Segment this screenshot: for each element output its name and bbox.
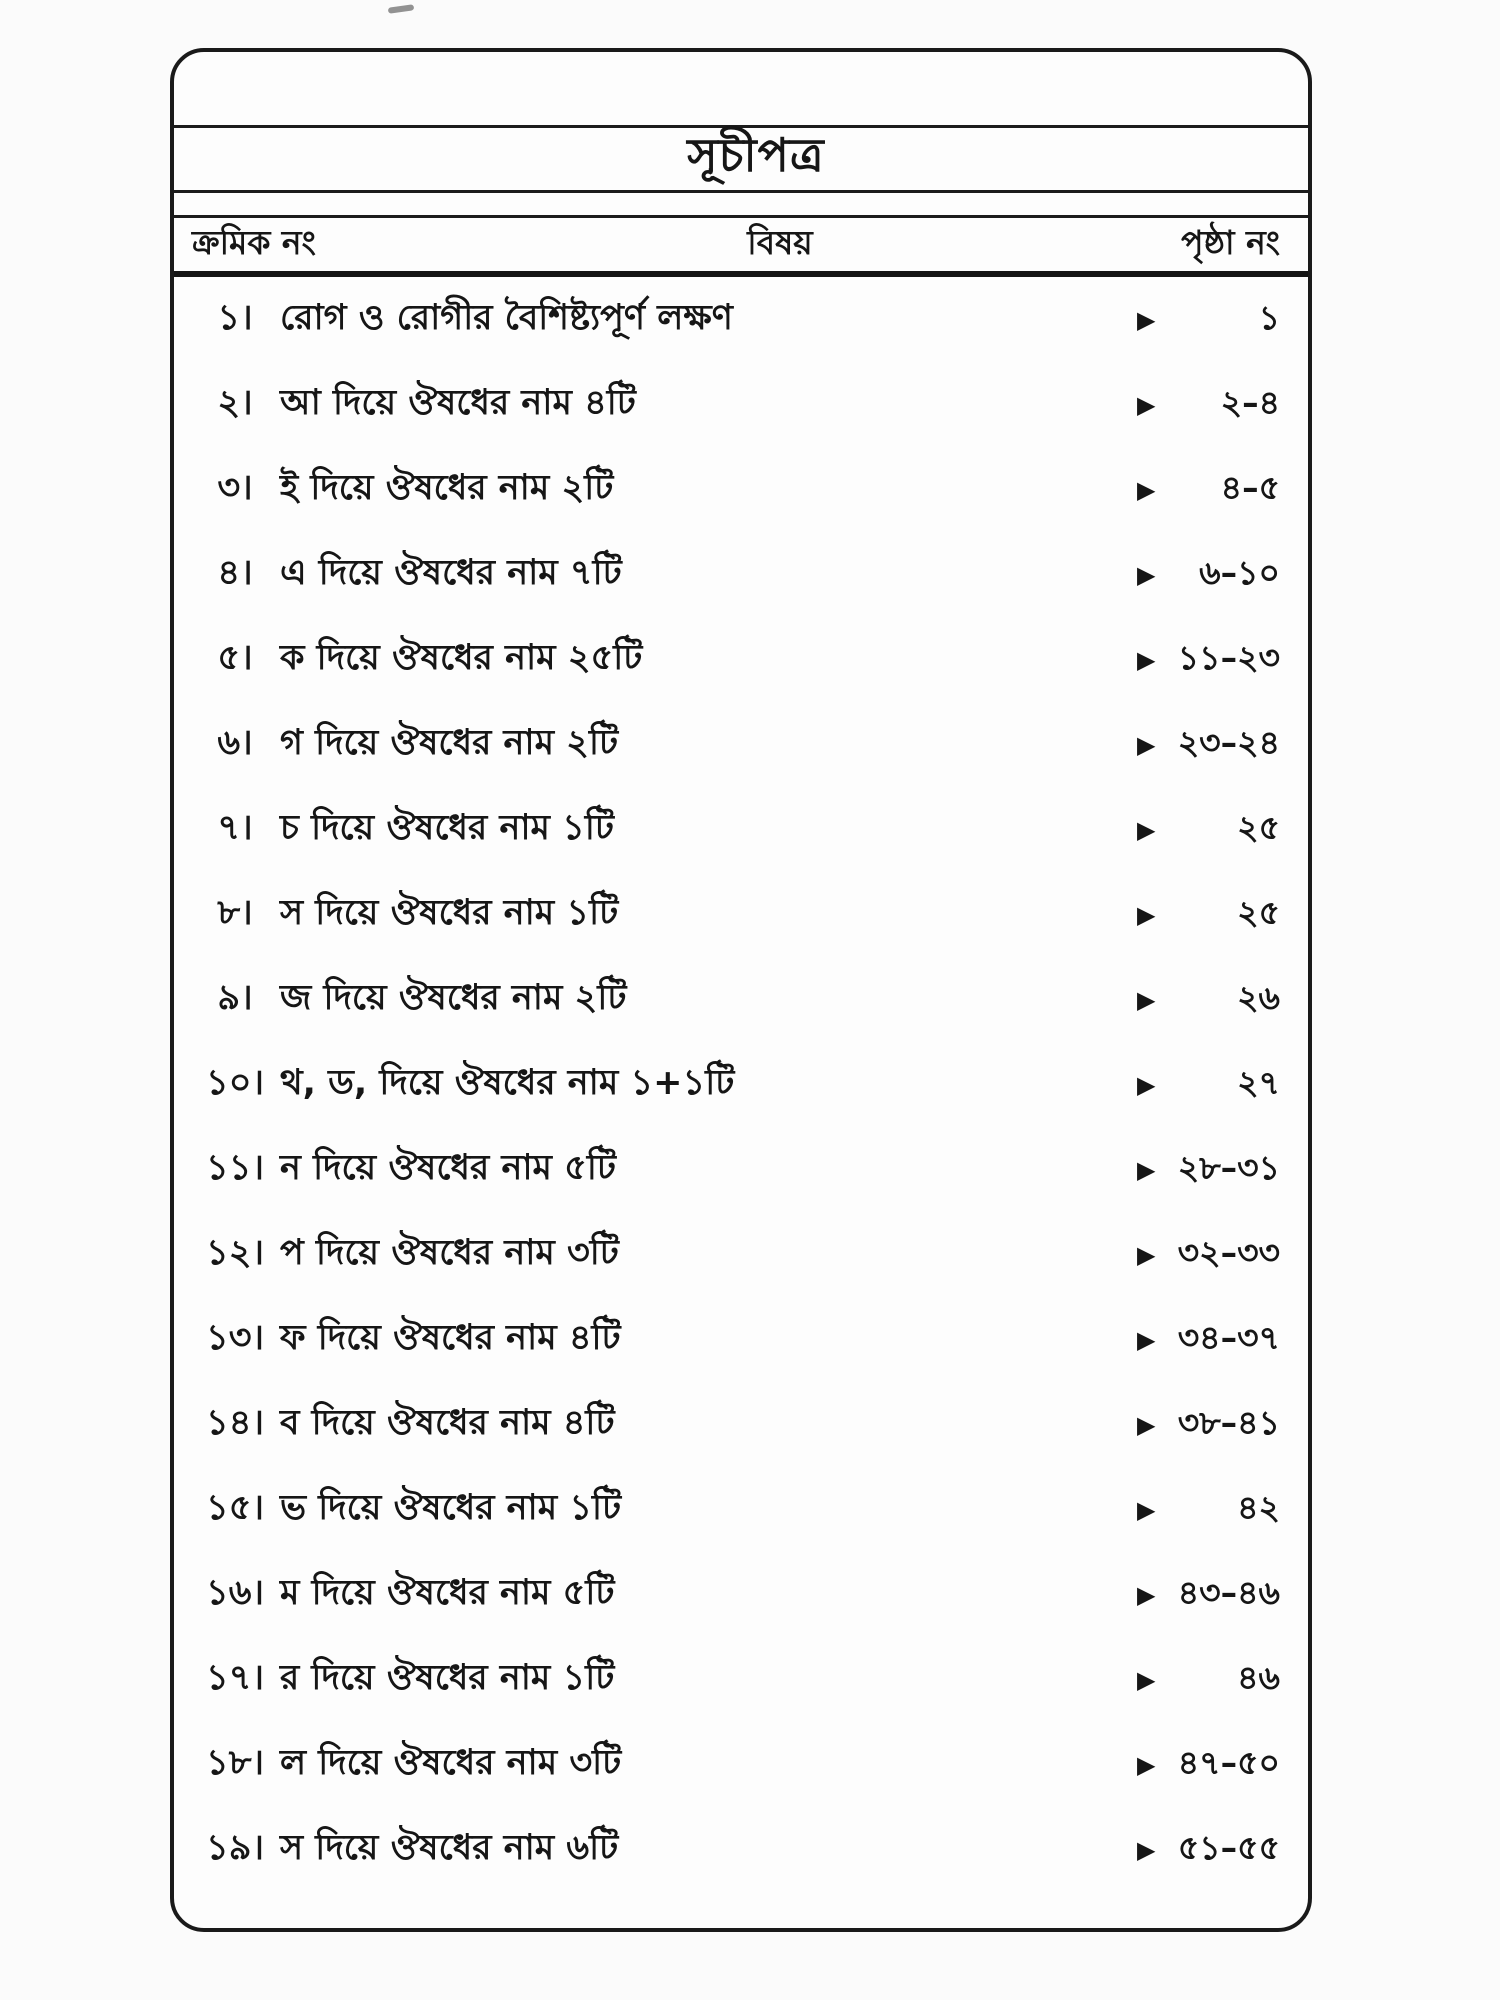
row-pages-cell <box>1137 972 1308 1028</box>
row-pages-cell <box>1137 1737 1308 1793</box>
toc-row <box>174 1807 1308 1892</box>
row-page-number: ১১–২৩ <box>1177 637 1280 677</box>
row-subject: ক দিয়ে ঔষধের নাম ২৫টি <box>280 638 643 678</box>
arrow-right-icon: ▶ <box>1137 1410 1156 1439</box>
page-title: সূচীপত্র <box>687 128 825 182</box>
row-serial-no: ১৩। <box>206 1318 264 1358</box>
arrow-right-icon: ▶ <box>1137 1835 1156 1864</box>
row-serial-no: ১৮। <box>206 1743 264 1783</box>
header-subject: বিষয় <box>747 222 813 262</box>
table-header <box>174 218 1308 271</box>
row-subject: থ, ড, দিয়ে ঔষধের নাম ১+১টি <box>280 1063 735 1103</box>
toc-row <box>174 277 1308 362</box>
toc-row <box>174 1467 1308 1552</box>
row-pages-cell <box>1137 1057 1308 1113</box>
row-pages-cell <box>1137 1227 1308 1283</box>
row-subject: ম দিয়ে ঔষধের নাম ৫টি <box>280 1573 615 1613</box>
toc-row <box>174 1297 1308 1382</box>
arrow-right-icon: ▶ <box>1137 730 1156 759</box>
row-subject: আ দিয়ে ঔষধের নাম ৪টি <box>280 383 636 423</box>
row-pages-cell <box>1137 1397 1308 1453</box>
row-page-number: ৪৬ <box>1237 1657 1280 1697</box>
arrow-right-icon: ▶ <box>1137 1155 1156 1184</box>
toc-frame <box>170 48 1312 1932</box>
row-subject: জ দিয়ে ঔষধের নাম ২টি <box>280 978 627 1018</box>
row-subject: চ দিয়ে ঔষধের নাম ১টি <box>280 808 614 848</box>
toc-row <box>174 362 1308 447</box>
row-subject: ন দিয়ে ঔষধের নাম ৫টি <box>280 1148 616 1188</box>
row-page-number: ৩২–৩৩ <box>1177 1232 1280 1272</box>
toc-rows <box>174 277 1308 1892</box>
arrow-right-icon: ▶ <box>1137 815 1156 844</box>
row-pages-cell <box>1137 462 1308 518</box>
row-serial-no: ৪। <box>217 553 253 593</box>
row-serial-no: ৫। <box>217 638 253 678</box>
row-page-number: ১ <box>1258 297 1280 337</box>
row-pages-cell <box>1137 802 1308 858</box>
toc-row <box>174 1127 1308 1212</box>
row-serial-no: ১৫। <box>206 1488 264 1528</box>
row-page-number: ২৫ <box>1237 892 1280 932</box>
row-subject: ল দিয়ে ঔষধের নাম ৩টি <box>280 1743 622 1783</box>
arrow-right-icon: ▶ <box>1137 1665 1156 1694</box>
toc-row <box>174 1042 1308 1127</box>
row-serial-no: ১০। <box>206 1063 264 1103</box>
row-pages-cell <box>1137 1822 1308 1878</box>
row-serial-no: ৯। <box>217 978 253 1018</box>
row-serial-no: ১২। <box>206 1233 264 1273</box>
row-subject: রোগ ও রোগীর বৈশিষ্ট্যপূর্ণ লক্ষণ <box>280 298 733 338</box>
row-subject: ব দিয়ে ঔষধের নাম ৪টি <box>280 1403 615 1443</box>
arrow-right-icon: ▶ <box>1137 475 1156 504</box>
arrow-right-icon: ▶ <box>1137 305 1156 334</box>
row-serial-no: ১৭। <box>206 1658 264 1698</box>
row-page-number: ৩৮–৪১ <box>1177 1402 1280 1442</box>
row-pages-cell <box>1137 887 1308 943</box>
row-page-number: ২৭ <box>1237 1062 1280 1102</box>
toc-row <box>174 447 1308 532</box>
arrow-right-icon: ▶ <box>1137 645 1156 674</box>
row-subject: স দিয়ে ঔষধের নাম ৬টি <box>280 1828 619 1868</box>
row-page-number: ২–৪ <box>1220 382 1280 422</box>
row-subject: এ দিয়ে ঔষধের নাম ৭টি <box>280 553 622 593</box>
scan-speck <box>388 4 415 14</box>
header-page-no: পৃষ্ঠা নং <box>1181 222 1280 262</box>
row-pages-cell <box>1137 1142 1308 1198</box>
row-pages-cell <box>1137 1482 1308 1538</box>
row-pages-cell <box>1137 632 1308 688</box>
row-serial-no: ৮। <box>217 893 253 933</box>
row-serial-no: ১১। <box>206 1148 264 1188</box>
row-page-number: ৪–৫ <box>1220 467 1280 507</box>
toc-row <box>174 872 1308 957</box>
toc-row <box>174 532 1308 617</box>
row-subject: প দিয়ে ঔষধের নাম ৩টি <box>280 1233 619 1273</box>
row-serial-no: ১। <box>217 298 253 338</box>
toc-row <box>174 1637 1308 1722</box>
row-subject: ভ দিয়ে ঔষধের নাম ১টি <box>280 1488 622 1528</box>
arrow-right-icon: ▶ <box>1137 900 1156 929</box>
row-page-number: ৪৩–৪৬ <box>1177 1572 1280 1612</box>
row-serial-no: ১৬। <box>206 1573 264 1613</box>
row-page-number: ২৫ <box>1237 807 1280 847</box>
arrow-right-icon: ▶ <box>1137 560 1156 589</box>
row-pages-cell <box>1137 547 1308 603</box>
row-pages-cell <box>1137 377 1308 433</box>
row-page-number: ৪২ <box>1237 1487 1280 1527</box>
row-serial-no: ১৪। <box>206 1403 264 1443</box>
title-band <box>174 128 1308 190</box>
arrow-right-icon: ▶ <box>1137 1750 1156 1779</box>
header-serial-no: ক্রমিক নং <box>192 222 316 262</box>
row-serial-no: ১৯। <box>206 1828 264 1868</box>
toc-row <box>174 702 1308 787</box>
row-page-number: ২৩–২৪ <box>1177 722 1280 762</box>
row-subject: গ দিয়ে ঔষধের নাম ২টি <box>280 723 619 763</box>
row-pages-cell <box>1137 1312 1308 1368</box>
row-pages-cell <box>1137 292 1308 348</box>
arrow-right-icon: ▶ <box>1137 1580 1156 1609</box>
toc-row <box>174 787 1308 872</box>
arrow-right-icon: ▶ <box>1137 1240 1156 1269</box>
arrow-right-icon: ▶ <box>1137 1495 1156 1524</box>
row-page-number: ২৬ <box>1237 977 1280 1017</box>
row-serial-no: ৭। <box>217 808 253 848</box>
row-pages-cell <box>1137 1567 1308 1623</box>
toc-row <box>174 1212 1308 1297</box>
toc-row <box>174 1722 1308 1807</box>
row-subject: ই দিয়ে ঔষধের নাম ২টি <box>280 468 614 508</box>
row-serial-no: ৩। <box>217 468 253 508</box>
row-serial-no: ৬। <box>217 723 253 763</box>
row-serial-no: ২। <box>217 383 253 423</box>
toc-row <box>174 957 1308 1042</box>
toc-row <box>174 1382 1308 1467</box>
row-pages-cell <box>1137 717 1308 773</box>
arrow-right-icon: ▶ <box>1137 1325 1156 1354</box>
toc-row <box>174 617 1308 702</box>
row-subject: ফ দিয়ে ঔষধের নাম ৪টি <box>280 1318 621 1358</box>
row-page-number: ৩৪–৩৭ <box>1177 1317 1280 1357</box>
row-page-number: ৬–১০ <box>1199 552 1280 592</box>
arrow-right-icon: ▶ <box>1137 390 1156 419</box>
toc-row <box>174 1552 1308 1637</box>
row-subject: স দিয়ে ঔষধের নাম ১টি <box>280 893 619 933</box>
arrow-right-icon: ▶ <box>1137 985 1156 1014</box>
row-pages-cell <box>1137 1652 1308 1708</box>
arrow-right-icon: ▶ <box>1137 1070 1156 1099</box>
row-page-number: ২৮–৩১ <box>1177 1147 1280 1187</box>
row-page-number: ৫১–৫৫ <box>1177 1827 1280 1867</box>
row-page-number: ৪৭–৫০ <box>1177 1742 1280 1782</box>
top-blank-band <box>174 52 1308 125</box>
row-subject: র দিয়ে ঔষধের নাম ১টি <box>280 1658 615 1698</box>
